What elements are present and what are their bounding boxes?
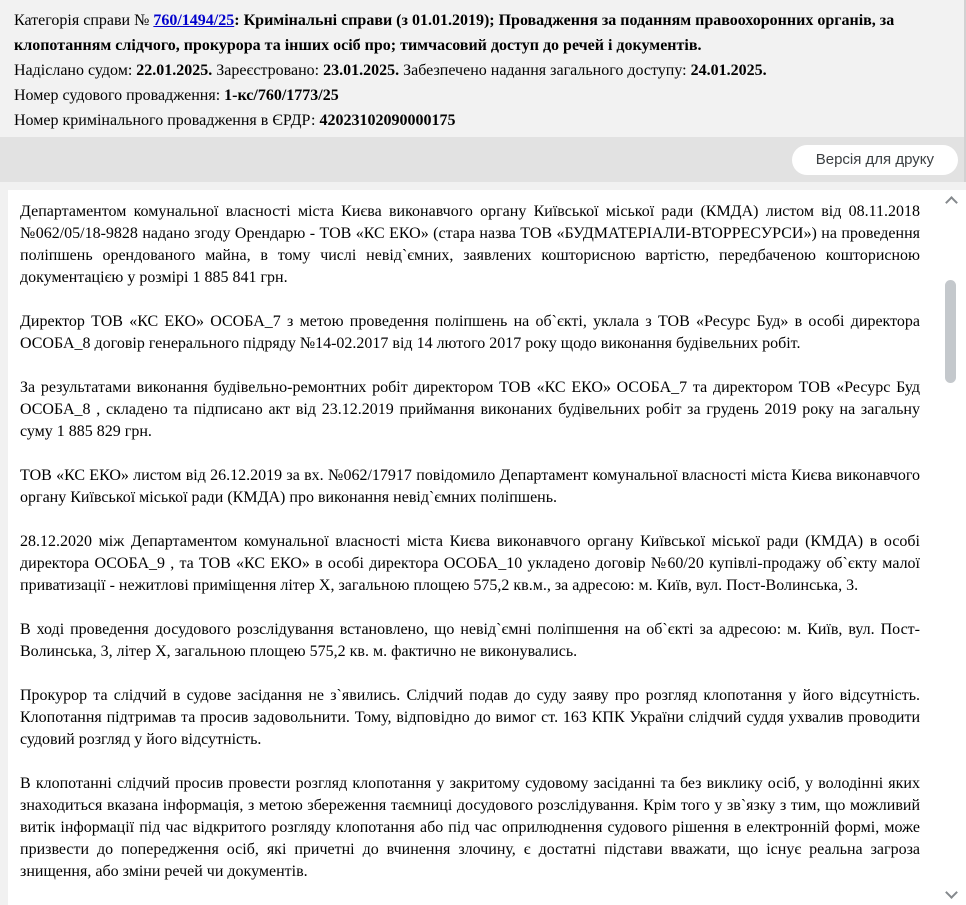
- court-proceeding-line: [14, 83, 952, 108]
- document-scrollbar[interactable]: [942, 190, 960, 905]
- document-paragraph: Департаментом комунальної власності міста Києва виконавчого органу Київської міської ради (КМДА) листом від 08.11.2018 №062/05/18-9828 надано згоду Орендарю - ТОВ «КС ЕКО» (стара назва ТОВ «БУДМАТЕРІАЛИ-ВТОРРЕСУРСИ») на проведення поліпшень орендованого майна, в тому числі невід`ємних, заявлених кошторисною вартістю, передбаченою кошторисною документацією у розмірі 1 885 841 грн.: [20, 203, 920, 286]
- sent-label: Надіслано судом:: [14, 62, 137, 79]
- document-paragraph: В клопотанні слідчий просив провести розгляд клопотання у закритому судовому засіданні та без виклику осіб, у володінні яких знаходиться вказана інформація, з метою збереження таємниці досудового розслідування. Крім того у зв`язку з тим, що можливий витік інформації під час відкритого розгляду клопотання або під час оприлюднення судового рішення в електронній формі, може призвести до попередження осіб, які причетні до вчинення злочину, є достатні підстави вважати, що існує реальна загроза знищення, або зміни речей чи документів.: [20, 775, 920, 880]
- erdr-line: [14, 108, 952, 133]
- erdr-number: 42023102090000175: [319, 112, 456, 129]
- registered-label: Зареєстровано:: [212, 62, 324, 79]
- document-paragraph: В ході проведення досудового розслідування встановлено, що невід`ємні поліпшення на об`єкті за адресою: м. Київ, вул. Пост-Волинська, 3, літер Х, загальною площею 575,2 кв. м. фактично не виконувались.: [20, 621, 920, 660]
- registered-date: 23.01.2025.: [323, 62, 400, 79]
- chevron-down-icon[interactable]: [945, 886, 958, 899]
- case-category-line: [14, 8, 952, 58]
- access-label: Забезпечено надання загального доступу:: [399, 62, 691, 79]
- document-text: [8, 190, 966, 883]
- document-paragraph: За результатами виконання будівельно-ремонтних робіт директором ТОВ «КС ЕКО» ОСОБА_7 та директором ТОВ «Ресурс Буд ОСОБА_8 , складено та підписано акт від 23.12.2019 приймання виконаних будівельних робіт за грудень 2019 року на загальну суму 1 885 829 грн.: [20, 379, 920, 440]
- proceeding-number: 1-кс/760/1773/25: [224, 87, 339, 104]
- access-date: 24.01.2025.: [690, 62, 767, 79]
- document-panel: [8, 190, 966, 905]
- document-paragraph: Директор ТОВ «КС ЕКО» ОСОБА_7 з метою проведення поліпшень на об`єкті, уклала з ТОВ «Ресурс Буд» в особі директора ОСОБА_8 договір генерального підряду №14-02.2017 від 14 лютого 2017 року щодо виконання будівельних робіт.: [20, 313, 920, 352]
- print-version-button[interactable]: Версія для друку: [792, 145, 958, 175]
- case-category-label: Категорія справи №: [14, 12, 154, 29]
- erdr-label: Номер кримінального провадження в ЄРДР:: [14, 112, 320, 129]
- colon-separator: :: [234, 12, 244, 29]
- chevron-up-icon[interactable]: [945, 196, 958, 209]
- document-paragraph: Прокурор та слідчий в судове засідання не з`явились. Слідчий подав до суду заяву про розгляд клопотання у його відсутність. Клопотання підтримав та просив задовольнити. Тому, відповідно до вимог ст. 163 КПК України слідчий суддя ухвалив проводити судовий розгляд у його відсутність.: [20, 687, 920, 748]
- case-dates-line: [14, 58, 952, 83]
- proceeding-label: Номер судового провадження:: [14, 87, 225, 104]
- case-category-value: Кримінальні справи (з 01.01.2019); Провадження за поданням правоохоронних органів, за клопотанням слідчого, прокурора та інших осіб про; тимчасовий доступ до речей і документів.: [14, 12, 895, 54]
- sent-date: 22.01.2025.: [136, 62, 213, 79]
- case-info-header: [0, 0, 966, 137]
- document-paragraph: ТОВ «КС ЕКО» листом від 26.12.2019 за вх. №062/17917 повідомило Департамент комунальної власності міста Києва виконавчого органу Київської міської ради (КМДА) про виконання невід`ємних поліпшень.: [20, 467, 920, 506]
- document-paragraph: 28.12.2020 між Департаментом комунальної власності міста Києва виконавчого органу Київської міської ради (КМДА) в особі директора ОСОБА_9 , та ТОВ «КС ЕКО» в особі директора ОСОБА_10 укладено договір №60/20 купівлі-продажу об`єкту малої приватизації - нежитлові приміщення літер Х, загальною площею 575,2 кв.м., за адресою: м. Київ, вул. Пост-Волинська, 3.: [20, 533, 920, 594]
- toolbar: [0, 137, 966, 182]
- scrollbar-thumb[interactable]: [945, 280, 956, 383]
- case-number-link[interactable]: 760/1494/25: [153, 12, 235, 29]
